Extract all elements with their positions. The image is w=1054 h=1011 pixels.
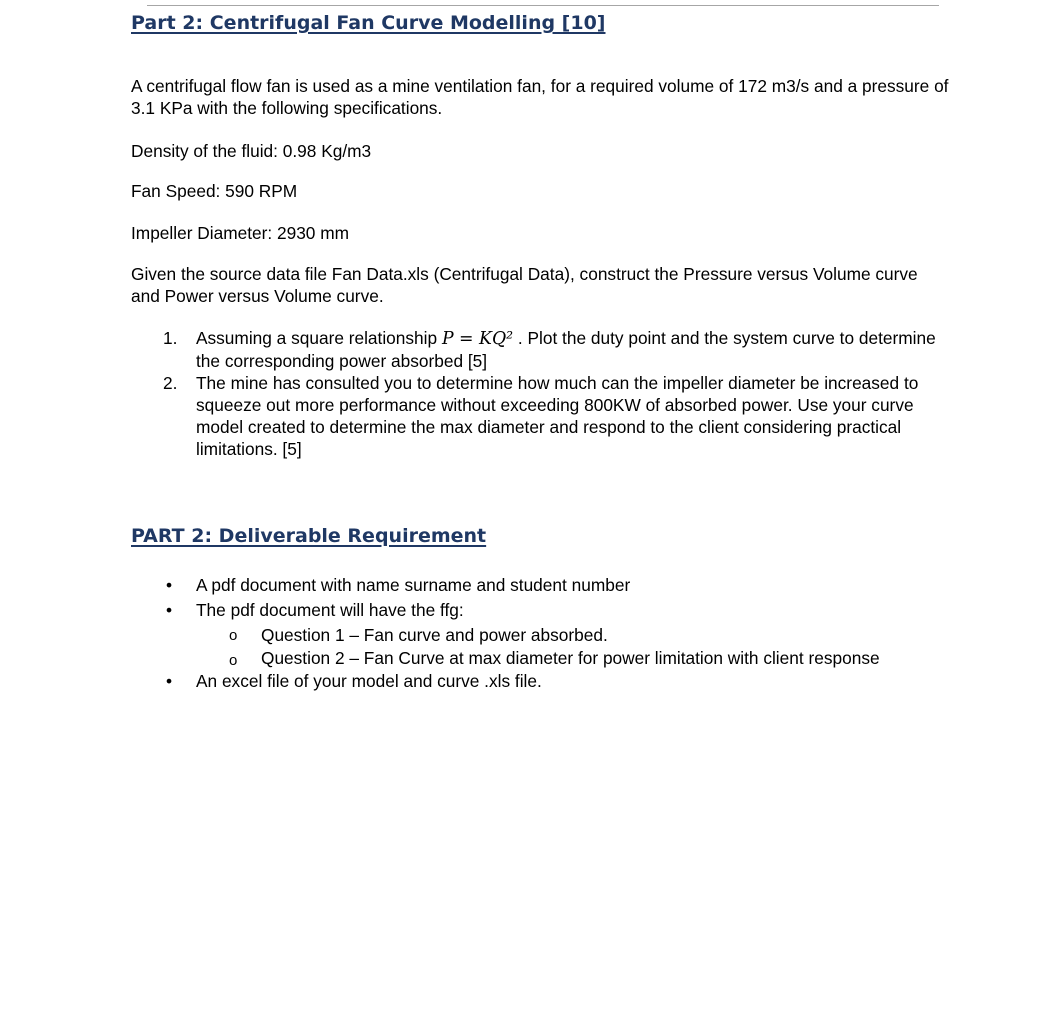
question-number: 2. bbox=[163, 373, 178, 393]
sub-list-item-text: Question 2 – Fan Curve at max diameter for power limitation with client response bbox=[261, 648, 880, 668]
question-item-1 bbox=[131, 327, 951, 372]
bullet-icon: • bbox=[166, 575, 173, 595]
deliverable-heading: PART 2: Deliverable Requirement bbox=[131, 525, 487, 547]
bullet-icon: • bbox=[166, 600, 173, 620]
sub-list-item-text: Question 1 – Fan curve and power absorbed. bbox=[261, 625, 608, 645]
question-1-text: . Plot the duty point and the system curve to determine the corresponding power absorbed [5] bbox=[196, 328, 936, 371]
list-item-text: An excel file of your model and curve .xls file. bbox=[196, 671, 542, 691]
question-item-2 bbox=[131, 372, 951, 460]
deliverable-list bbox=[131, 573, 951, 694]
question-1-lead: Assuming a square relationship bbox=[196, 328, 438, 348]
sub-list-item bbox=[196, 623, 951, 648]
impeller-diameter-spec: Impeller Diameter: 2930 mm bbox=[131, 223, 350, 243]
bullet-icon: • bbox=[166, 671, 173, 691]
sub-list bbox=[196, 623, 951, 669]
formula: P = KQ² bbox=[441, 329, 514, 349]
circle-bullet-icon: o bbox=[229, 652, 238, 669]
sub-list-item bbox=[196, 648, 951, 669]
question-2-text: The mine has consulted you to determine how much can the impeller diameter be increased to squeeze out more performance without exceeding 800KW of absorbed power. Use your curve model created to determine the max diameter and respond to the client considering practical limitations. [5] bbox=[196, 373, 919, 459]
fan-speed-spec: Fan Speed: 590 RPM bbox=[131, 181, 298, 201]
list-item-text: The pdf document will have the ffg: bbox=[196, 600, 464, 620]
circle-bullet-icon: o bbox=[229, 627, 238, 644]
list-item-text: A pdf document with name surname and student number bbox=[196, 575, 631, 595]
given-paragraph: Given the source data file Fan Data.xls (Centrifugal Data), construct the Pressure versus Volume curve and Power versus Volume curve. bbox=[131, 264, 918, 306]
question-number: 1. bbox=[163, 328, 178, 348]
top-divider bbox=[147, 5, 939, 6]
list-item bbox=[131, 598, 951, 669]
questions-list bbox=[131, 327, 951, 460]
list-item bbox=[131, 669, 951, 694]
part2-heading: Part 2: Centrifugal Fan Curve Modelling [10] bbox=[131, 12, 606, 34]
intro-paragraph: A centrifugal flow fan is used as a mine ventilation fan, for a required volume of 172 m3/s and a pressure of 3.1 KPa with the following specifications. bbox=[131, 76, 949, 118]
list-item bbox=[131, 573, 951, 598]
density-spec: Density of the fluid: 0.98 Kg/m3 bbox=[131, 141, 372, 161]
